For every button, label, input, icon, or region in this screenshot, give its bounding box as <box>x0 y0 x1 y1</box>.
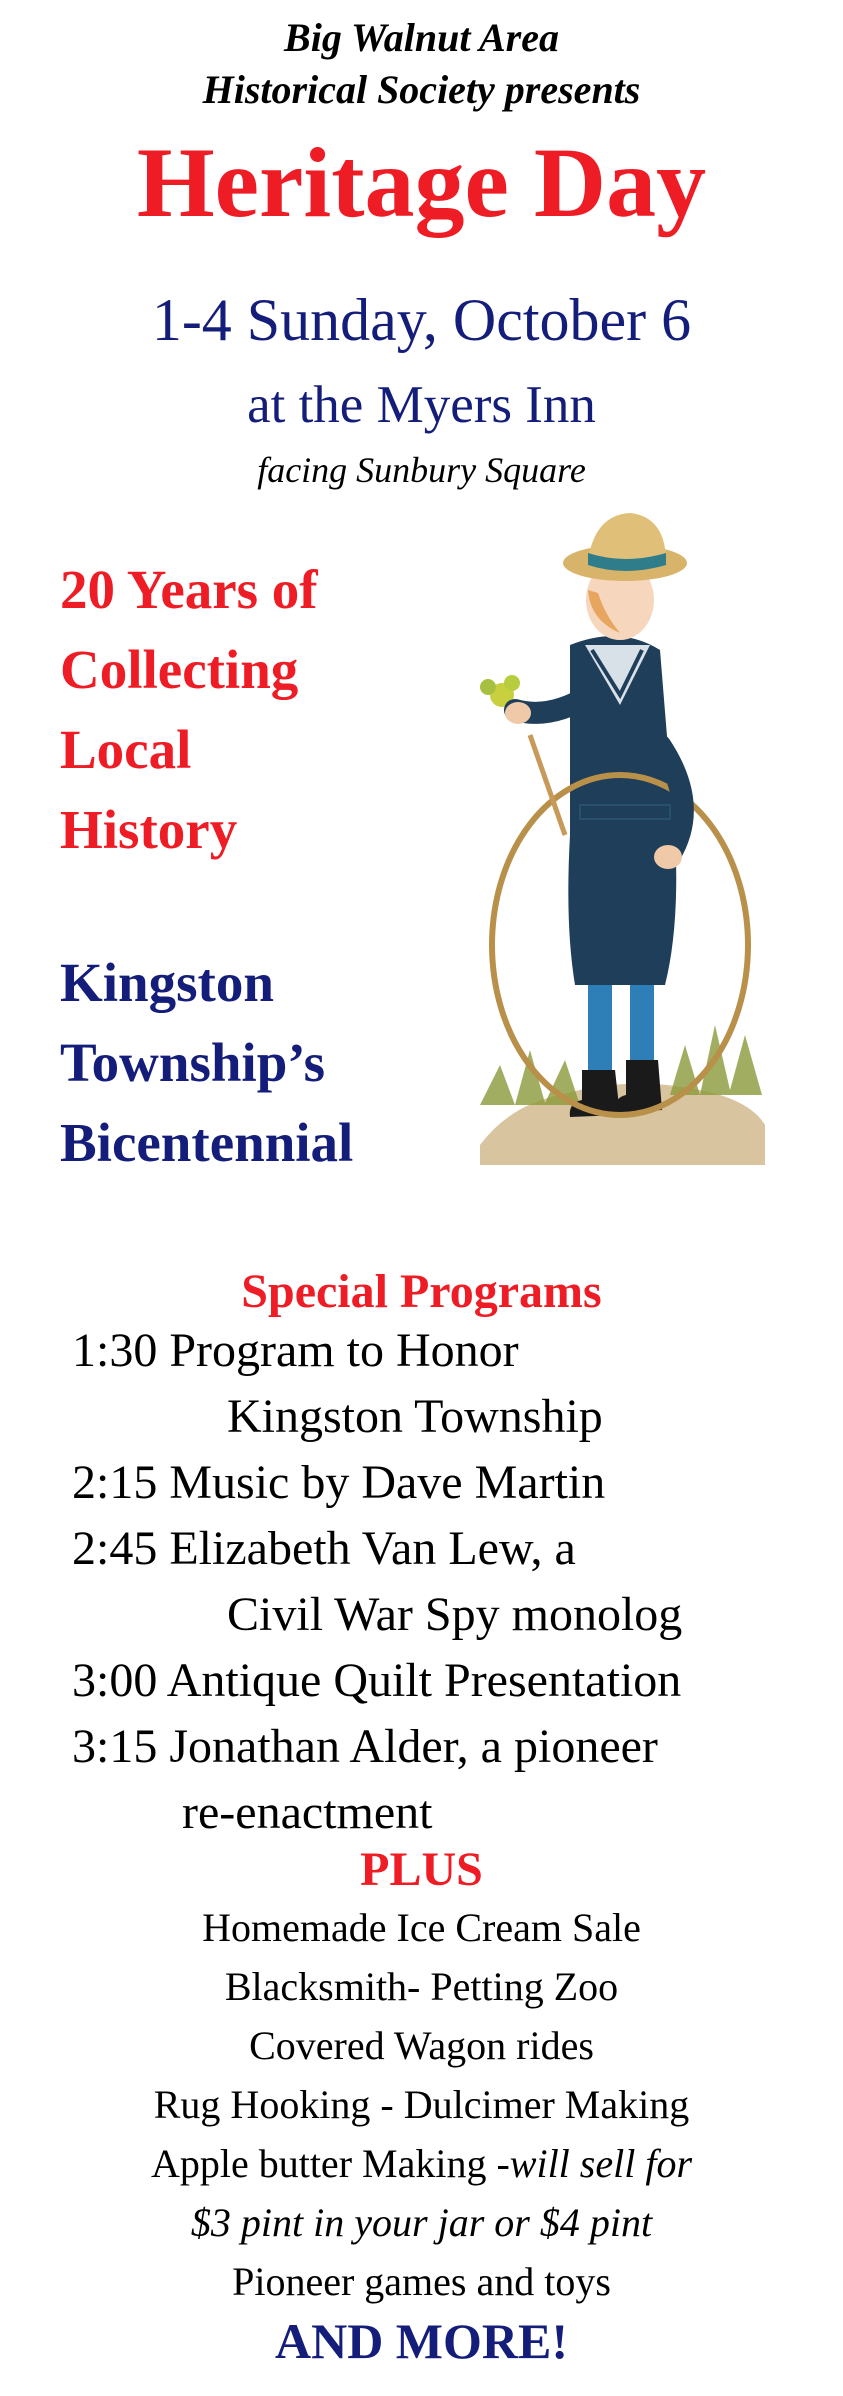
venue-note: facing Sunbury Square <box>257 450 586 490</box>
program-line: 2:15 Music by Dave Martin <box>72 1456 606 1509</box>
bicentennial-line: Kingston <box>60 952 274 1013</box>
bicentennial-text <box>60 943 353 1183</box>
apple-butter-note: -will sell for <box>496 2141 693 2186</box>
programs-list <box>72 1318 682 1846</box>
program-line: 3:15 Jonathan Alder, a pioneer <box>72 1720 658 1773</box>
plus-item: Homemade Ice Cream Sale <box>202 1905 641 1950</box>
program-line: Civil War Spy monolog <box>227 1588 683 1641</box>
programs-heading: Special Programs <box>241 1265 602 1318</box>
closing-text: AND MORE! <box>274 2313 569 2369</box>
boy-with-hoop-icon <box>470 505 770 1165</box>
bicentennial-line: Township’s <box>60 1032 325 1093</box>
anniversary-text <box>60 550 318 870</box>
program-line: Kingston Township <box>227 1390 603 1443</box>
anniversary-line: Local <box>60 719 192 780</box>
program-line: 2:45 Elizabeth Van Lew, a <box>72 1522 576 1575</box>
anniversary-line: 20 Years of <box>60 559 318 620</box>
presenter-line-2: Historical Society presents <box>202 67 641 112</box>
event-date: 1-4 Sunday, October 6 <box>151 287 692 353</box>
anniversary-line: History <box>60 799 238 860</box>
anniversary-line: Collecting <box>60 639 299 700</box>
plus-item: Rug Hooking - Dulcimer Making <box>153 2082 690 2127</box>
bicentennial-line: Bicentennial <box>60 1112 354 1173</box>
plus-list <box>0 1898 843 2311</box>
program-line: re-enactment <box>182 1786 433 1839</box>
plus-item: Covered Wagon rides <box>249 2023 594 2068</box>
event-venue: at the Myers Inn <box>247 376 596 434</box>
program-line: 1:30 Program to Honor <box>72 1324 519 1377</box>
plus-item: Blacksmith- Petting Zoo <box>224 1964 619 2009</box>
plus-item <box>0 2134 843 2193</box>
apple-butter-label: Apple butter Making <box>150 2141 497 2186</box>
price-line: $3 pint in your jar or $4 pint <box>190 2200 653 2245</box>
program-line: 3:00 Antique Quilt Presentation <box>72 1654 682 1707</box>
event-title: Heritage Day <box>136 127 707 238</box>
plus-heading: PLUS <box>360 1843 483 1896</box>
plus-item: Pioneer games and toys <box>232 2259 611 2304</box>
presenter-line-1: Big Walnut Area <box>284 15 559 60</box>
